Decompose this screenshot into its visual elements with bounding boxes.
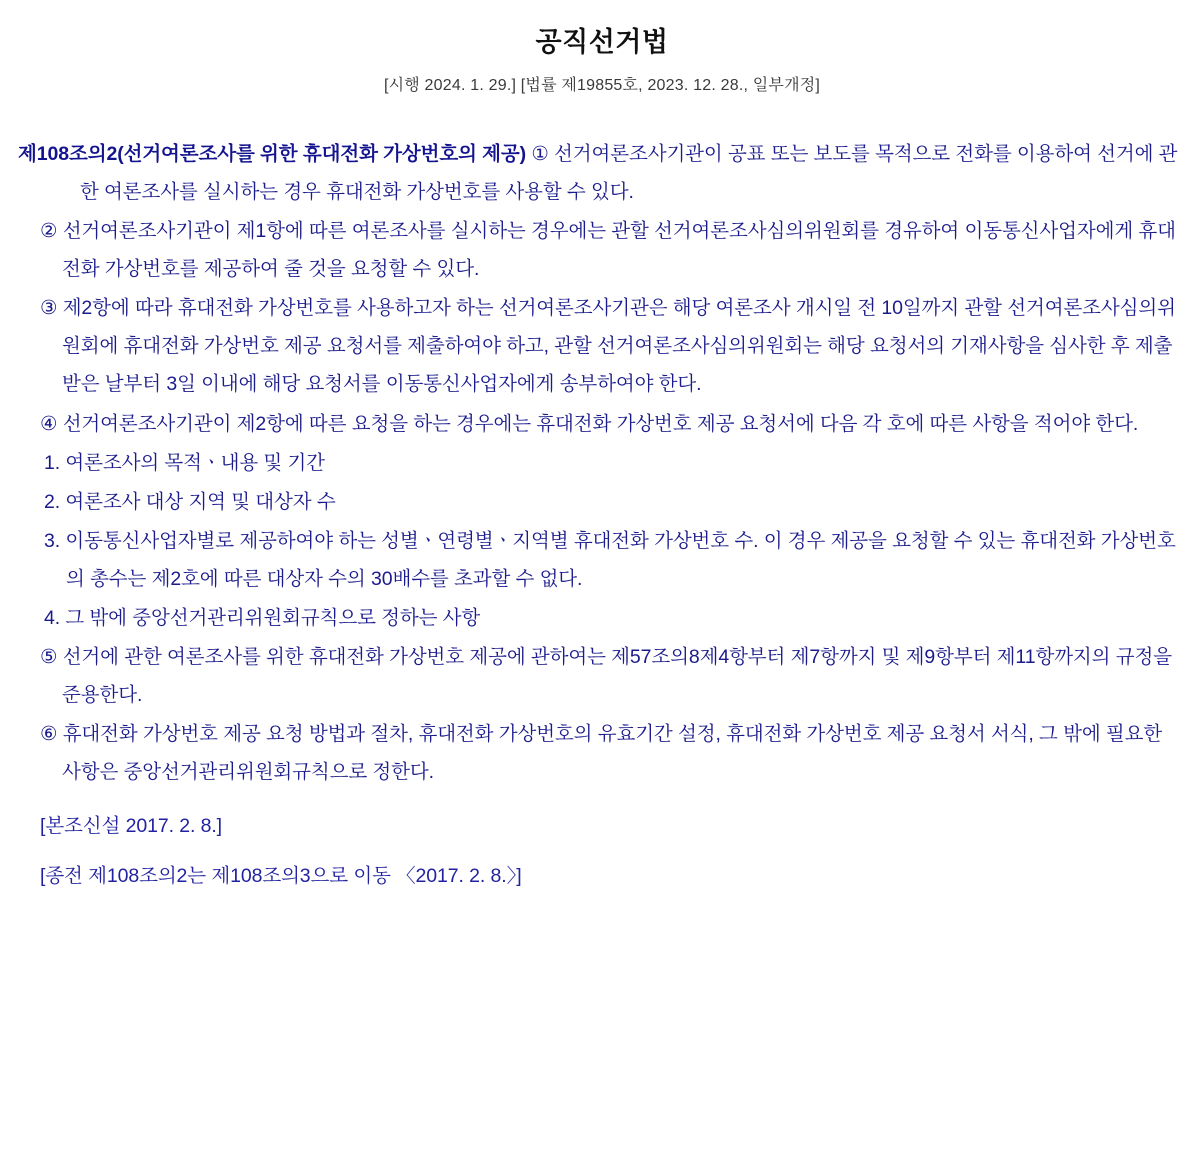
list-item-4: 4. 그 밖에 중앙선거관리위원회규칙으로 정하는 사항 bbox=[44, 606, 481, 629]
clause-5-paragraph: ⑤ 선거에 관한 여론조사를 위한 휴대전화 가상번호 제공에 관하여는 제57조의8제4항부터 제7항까지 및 제9항부터 제11항까지의 규정을 준용한다. bbox=[40, 645, 1172, 706]
list-item-2: 2. 여론조사 대상 지역 및 대상자 수 bbox=[44, 490, 336, 513]
clause-4-paragraph: ④ 선거여론조사기관이 제2항에 따른 요청을 하는 경우에는 휴대전화 가상번호 제공 요청서에 다음 각 호에 따른 사항을 적어야 한다. bbox=[40, 412, 1139, 435]
clause-6-paragraph: ⑥ 휴대전화 가상번호 제공 요청 방법과 절차, 휴대전화 가상번호의 유효기간 설정, 휴대전화 가상번호 제공 요청서 서식, 그 밖에 필요한 사항은 중앙선거관리위원회규칙으로 정한다. bbox=[40, 722, 1163, 783]
clause-1-paragraph bbox=[18, 135, 1186, 211]
list-item-1: 1. 여론조사의 목적ㆍ내용 및 기간 bbox=[44, 451, 325, 474]
enforcement-info: [시행 2024. 1. 29.] [법률 제19855호, 2023. 12. 28., 일부개정] bbox=[383, 77, 821, 95]
note-newly-established: [본조신설 2017. 2. 8.] bbox=[40, 814, 222, 837]
page-title: 공직선거법 bbox=[535, 27, 669, 57]
list-item-3: 3. 이동통신사업자별로 제공하여야 하는 성별ㆍ연령별ㆍ지역별 휴대전화 가상번호 수. 이 경우 제공을 요청할 수 있는 휴대전화 가상번호의 총수는 제2호에 따른 대상자 수의 30배수를 초과할 수 없다. bbox=[44, 529, 1176, 590]
article-heading: 제108조의2(선거여론조사를 위한 휴대전화 가상번호의 제공) bbox=[18, 143, 526, 166]
clause-2-paragraph: ② 선거여론조사기관이 제1항에 따른 여론조사를 실시하는 경우에는 관할 선거여론조사심의위원회를 경유하여 이동통신사업자에게 휴대전화 가상번호를 제공하여 줄 것을 요청할 수 있다. bbox=[40, 220, 1176, 281]
clause-3-paragraph: ③ 제2항에 따라 휴대전화 가상번호를 사용하고자 하는 선거여론조사기관은 해당 여론조사 개시일 전 10일까지 관할 선거여론조사심의위원회에 휴대전화 가상번호 제공 요청서를 제출하여야 하고, 관할 선거여론조사심의위원회는 해당 요청서의 기재사항을 심사한 후 제출받은 날부터 3일 이내에 해당 요청서를 이동통신사업자에게 송부하여야 한다. bbox=[40, 297, 1176, 396]
clause-1-text: ① 선거여론조사기관이 공표 또는 보도를 목적으로 전화를 이용하여 선거에 관한 여론조사를 실시하는 경우 휴대전화 가상번호를 사용할 수 있다. bbox=[80, 143, 1178, 204]
article-108-2 bbox=[18, 135, 1186, 894]
note-moved: [종전 제108조의2는 제108조의3으로 이동 〈2017. 2. 8.〉] bbox=[40, 864, 522, 887]
